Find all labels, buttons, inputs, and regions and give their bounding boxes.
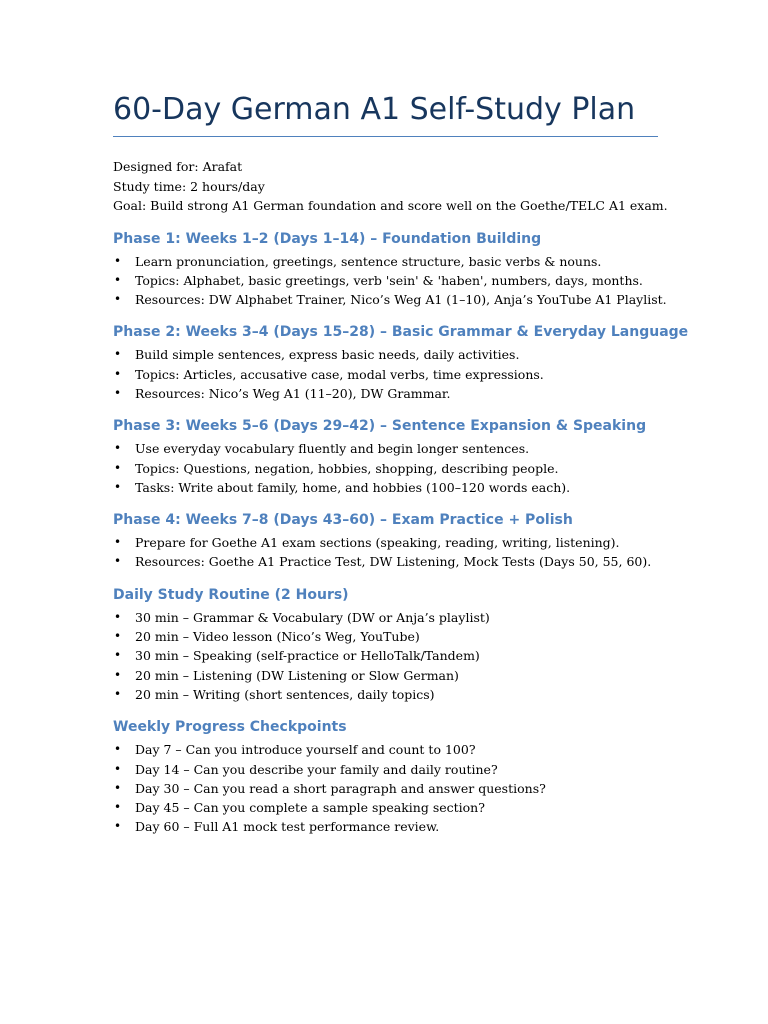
list-item-text: 30 min – Speaking (self-practice or HelloTalk/Tandem) bbox=[135, 648, 480, 664]
list-item-text: Prepare for Goethe A1 exam sections (speaking, reading, writing, listening). bbox=[135, 535, 620, 551]
list-item-text: 30 min – Grammar & Vocabulary (DW or Anja’s playlist) bbox=[135, 609, 490, 625]
list-item bbox=[113, 290, 667, 309]
list-item-text: Day 14 – Can you describe your family and daily routine? bbox=[135, 761, 498, 777]
bullet-icon: • bbox=[114, 667, 122, 682]
list-item bbox=[113, 666, 658, 685]
bullet-icon: • bbox=[114, 253, 122, 268]
list-item bbox=[113, 627, 658, 646]
list-item bbox=[113, 760, 658, 779]
bullet-icon: • bbox=[114, 272, 122, 287]
bullet-list bbox=[113, 608, 658, 704]
list-item-text: Resources: Nico’s Weg A1 (11–20), DW Grammar. bbox=[135, 385, 451, 401]
list-item bbox=[113, 439, 658, 458]
bullet-icon: • bbox=[114, 686, 122, 701]
list-item bbox=[113, 608, 658, 627]
section-6 bbox=[113, 718, 658, 836]
list-item bbox=[113, 384, 658, 403]
list-item-text: Use everyday vocabulary fluently and begin longer sentences. bbox=[135, 441, 530, 457]
document-title: 60-Day German A1 Self-Study Plan bbox=[113, 90, 658, 137]
bullet-icon: • bbox=[114, 441, 122, 456]
list-item bbox=[113, 252, 658, 271]
section-2 bbox=[113, 323, 689, 403]
list-item bbox=[113, 646, 658, 665]
bullet-list bbox=[113, 345, 658, 403]
list-item-text: 20 min – Video lesson (Nico’s Weg, YouTube) bbox=[135, 629, 420, 645]
list-item-text: Build simple sentences, express basic needs, daily activities. bbox=[135, 347, 520, 363]
section-heading: Daily Study Routine (2 Hours) bbox=[113, 586, 349, 603]
section-1 bbox=[113, 230, 667, 310]
list-item-text: Resources: DW Alphabet Trainer, Nico’s Weg A1 (1–10), Anja’s YouTube A1 Playlist. bbox=[135, 292, 667, 308]
bullet-icon: • bbox=[114, 366, 122, 381]
document-page bbox=[113, 90, 689, 837]
list-item bbox=[113, 365, 658, 384]
document-sections bbox=[113, 230, 689, 837]
bullet-list bbox=[113, 533, 658, 572]
bullet-icon: • bbox=[114, 819, 122, 834]
bullet-icon: • bbox=[114, 385, 122, 400]
bullet-list bbox=[113, 439, 658, 497]
bullet-icon: • bbox=[114, 535, 122, 550]
bullet-icon: • bbox=[114, 742, 122, 757]
list-item bbox=[113, 345, 658, 364]
meta-designed-for: Designed for: Arafat bbox=[113, 159, 243, 174]
meta-goal: Goal: Build strong A1 German foundation and score well on the Goethe/TELC A1 exam. bbox=[113, 198, 668, 213]
list-item-text: 20 min – Listening (DW Listening or Slow German) bbox=[135, 667, 459, 683]
meta-study-time: Study time: 2 hours/day bbox=[113, 178, 265, 194]
bullet-icon: • bbox=[114, 479, 122, 494]
list-item bbox=[113, 552, 658, 571]
bullet-icon: • bbox=[114, 609, 122, 624]
section-5 bbox=[113, 586, 658, 704]
list-item bbox=[113, 817, 658, 836]
document-meta bbox=[113, 157, 668, 216]
section-4 bbox=[113, 511, 658, 572]
list-item bbox=[113, 271, 658, 290]
bullet-icon: • bbox=[114, 800, 122, 815]
list-item-text: 20 min – Writing (short sentences, daily topics) bbox=[135, 686, 435, 702]
list-item-text: Day 7 – Can you introduce yourself and count to 100? bbox=[135, 742, 476, 758]
bullet-icon: • bbox=[114, 292, 122, 307]
list-item bbox=[113, 740, 658, 759]
bullet-icon: • bbox=[114, 648, 122, 663]
bullet-list bbox=[113, 252, 667, 310]
bullet-icon: • bbox=[114, 554, 122, 569]
section-heading: Phase 1: Weeks 1–2 (Days 1–14) – Foundation Building bbox=[113, 230, 542, 247]
bullet-icon: • bbox=[114, 761, 122, 776]
list-item-text: Day 30 – Can you read a short paragraph and answer questions? bbox=[135, 780, 546, 796]
list-item bbox=[113, 533, 658, 552]
bullet-icon: • bbox=[114, 347, 122, 362]
list-item-text: Resources: Goethe A1 Practice Test, DW Listening, Mock Tests (Days 50, 55, 60). bbox=[135, 554, 652, 570]
list-item-text: Tasks: Write about family, home, and hobbies (100–120 words each). bbox=[135, 479, 571, 495]
section-heading: Phase 2: Weeks 3–4 (Days 15–28) – Basic Grammar & Everyday Language bbox=[113, 324, 689, 341]
list-item-text: Topics: Articles, accusative case, modal verbs, time expressions. bbox=[135, 366, 544, 382]
bullet-list bbox=[113, 740, 658, 836]
list-item bbox=[113, 685, 658, 704]
list-item-text: Topics: Alphabet, basic greetings, verb 'sein' & 'haben', numbers, days, months. bbox=[135, 272, 643, 288]
list-item bbox=[113, 798, 658, 817]
bullet-icon: • bbox=[114, 629, 122, 644]
list-item-text: Day 45 – Can you complete a sample speaking section? bbox=[135, 800, 485, 816]
list-item-text: Day 60 – Full A1 mock test performance review. bbox=[135, 819, 440, 835]
section-heading: Weekly Progress Checkpoints bbox=[113, 719, 347, 736]
list-item bbox=[113, 478, 658, 497]
list-item bbox=[113, 779, 658, 798]
list-item-text: Learn pronunciation, greetings, sentence structure, basic verbs & nouns. bbox=[135, 253, 602, 269]
section-3 bbox=[113, 417, 658, 497]
list-item-text: Topics: Questions, negation, hobbies, shopping, describing people. bbox=[135, 460, 559, 476]
list-item bbox=[113, 459, 658, 478]
section-heading: Phase 3: Weeks 5–6 (Days 29–42) – Sentence Expansion & Speaking bbox=[113, 418, 647, 435]
bullet-icon: • bbox=[114, 780, 122, 795]
section-heading: Phase 4: Weeks 7–8 (Days 43–60) – Exam Practice + Polish bbox=[113, 512, 573, 529]
bullet-icon: • bbox=[114, 460, 122, 475]
